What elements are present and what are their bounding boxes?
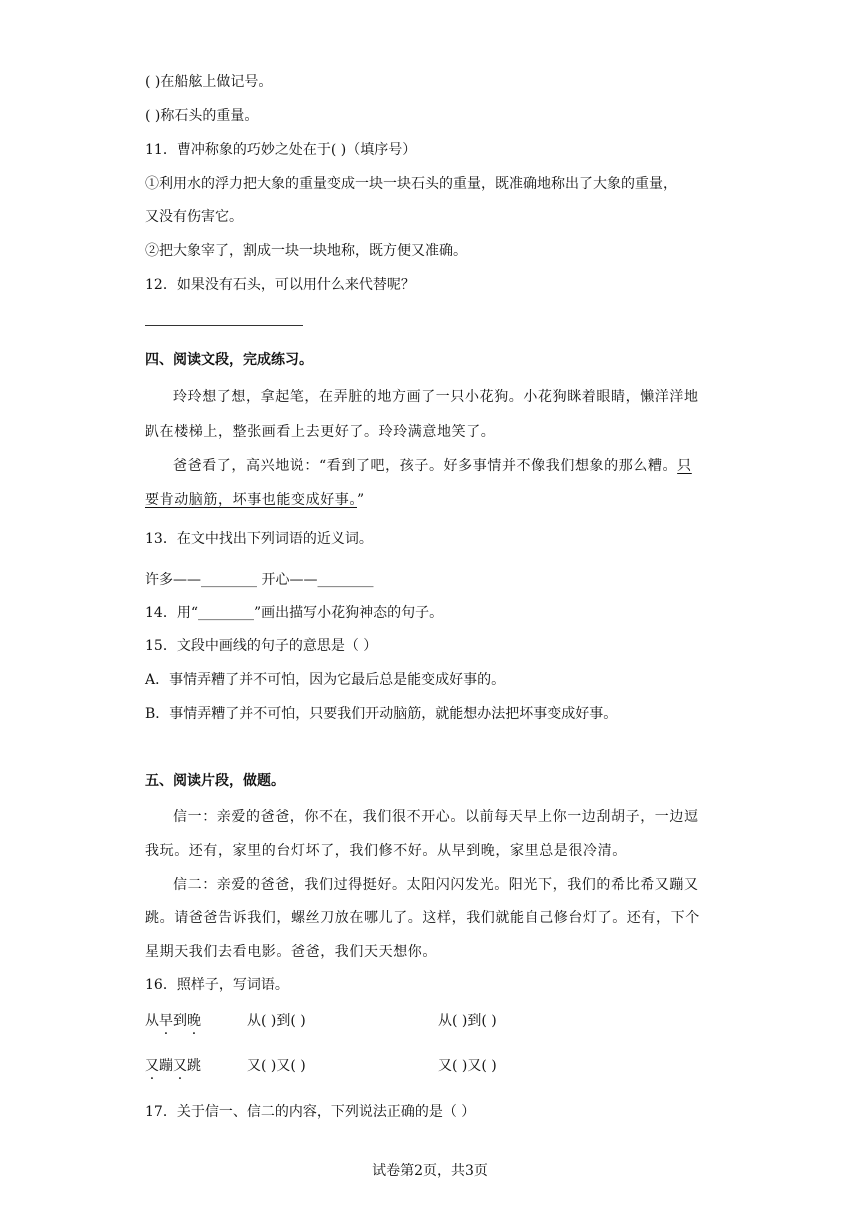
question-13: 13．在文中找出下列词语的近义词。 [145,531,373,547]
example-cong-zao-dao-wan [145,1011,201,1031]
letter-1-line-1: 信一：亲爱的爸爸，你不在，我们很不开心。以前每天早上你一边刮胡子，一边逗 [173,809,699,825]
letter-2-line-1: 信二：亲爱的爸爸，我们过得挺好。太阳闪闪发光。阳光下，我们的希比希又蹦又 [173,877,699,893]
question-16: 16．照样子，写词语。 [145,977,289,993]
question-15-option-a[interactable]: A．事情弄糟了并不可怕，因为它最后总是能变成好事的。 [145,672,506,688]
passage-4-quote-end: ” [357,492,365,508]
blank-cong-dao-2[interactable]: 从( )到( ) [438,1013,497,1029]
section-4-title: 四、阅读文段，完成练习。 [145,352,313,368]
question-11-option-2: ②把大象宰了，割成一块一块地称，既方便又准确。 [145,243,467,259]
question-15-option-b[interactable]: B．事情弄糟了并不可怕，只要我们开动脑筋，就能想办法把坏事变成好事。 [145,706,618,722]
example-char: 跳 [187,1058,201,1074]
letter-1-line-2: 我玩。还有，家里的台灯坏了，我们修不好。从早到晚，家里总是很冷清。 [145,843,627,859]
page-footer: 试卷第2页，共3页 [372,1163,488,1179]
passage-4-line-1: 玲玲想了想，拿起笔，在弄脏的地方画了一只小花狗。小花狗眯着眼睛，懒洋洋地 [173,389,699,405]
underlined-sentence-start: 只 [677,458,692,474]
example-char-dotted: 又 [173,1058,187,1074]
example-char-dotted: 晚 [187,1013,201,1029]
underlined-sentence: 要肯动脑筋，坏事也能变成好事。 [145,492,357,508]
example-char: 从 [145,1013,159,1029]
question-13-blanks[interactable]: 许多——________ 开心——________ [145,572,374,588]
question-11-option-1: ①利用水的浮力把大象的重量变成一块一块石头的重量，既准确地称出了大象的重量， [145,176,677,192]
example-char-dotted: 早 [159,1013,173,1029]
section-5-title: 五、阅读片段，做题。 [145,773,285,789]
example-you-beng-you-tiao [145,1056,201,1076]
question-12: 12．如果没有石头，可以用什么来代替呢？ [145,277,415,293]
question-11: 11．曹冲称象的巧妙之处在于( )（填序号） [145,142,417,158]
example-char: 蹦 [159,1058,173,1074]
blank-cong-dao-1[interactable]: 从( )到( ) [247,1013,306,1029]
question-14: 14．用“________”画出描写小花狗神态的句子。 [145,605,444,621]
question-15: 15．文段中画线的句子的意思是（ ） [145,638,378,654]
answer-line-mark: ( )在船舷上做记号。 [145,74,273,90]
example-char: 到 [173,1013,187,1029]
passage-4-line-2: 趴在楼梯上，整张画看上去更好了。玲玲满意地笑了。 [145,424,496,440]
passage-4-line-4 [145,490,365,510]
blank-you-you-1[interactable]: 又( )又( ) [247,1058,306,1074]
passage-4-line-3 [173,456,692,476]
question-17: 17．关于信一、信二的内容，下列说法正确的是（ ） [145,1104,476,1120]
blank-you-you-2[interactable]: 又( )又( ) [438,1058,497,1074]
answer-line-weigh: ( )称石头的重量。 [145,108,259,124]
question-11-option-1-cont: 又没有伤害它。 [145,209,243,225]
passage-4-text: 爸爸看了，高兴地说：“看到了吧，孩子。好多事情并不像我们想象的那么糟。 [173,458,678,474]
example-char-dotted: 又 [145,1058,159,1074]
letter-2-line-2: 跳。请爸爸告诉我们，螺丝刀放在哪儿了。这样，我们就能自己修台灯了。还有，下个 [145,910,700,926]
letter-2-line-3: 星期天我们去看电影。爸爸，我们天天想你。 [145,944,437,960]
answer-blank-line[interactable] [145,325,303,326]
